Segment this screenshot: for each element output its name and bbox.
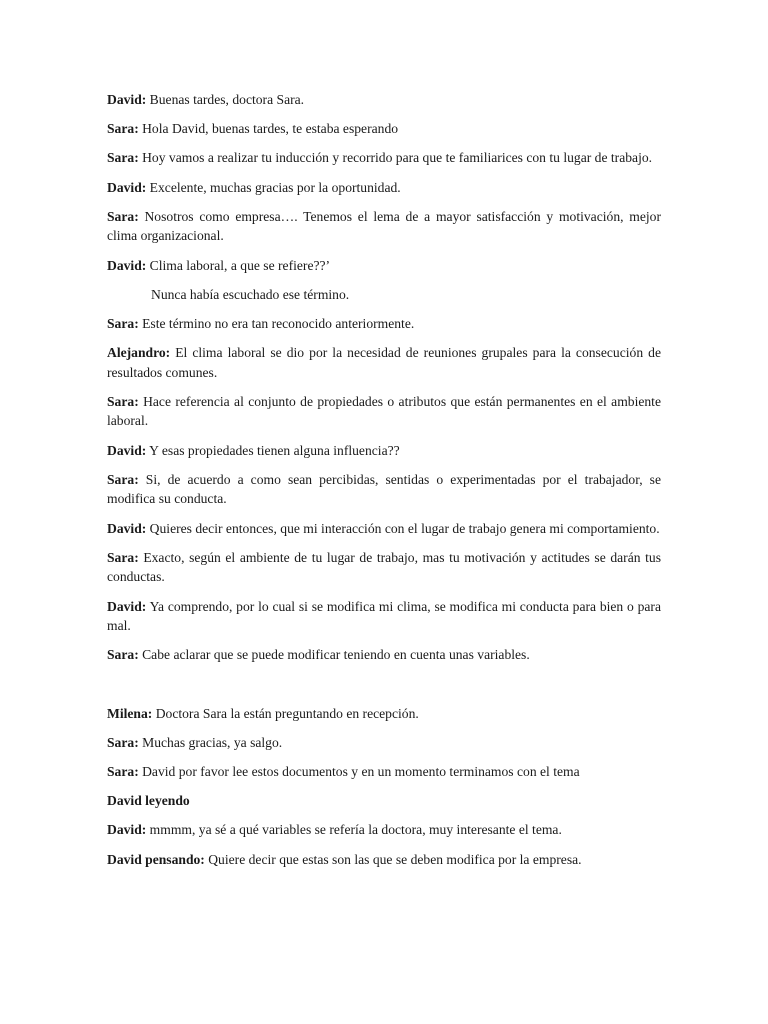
dialogue-text: Muchas gracias, ya salgo. (138, 734, 283, 750)
dialogue-line (107, 314, 661, 334)
dialogue-text: Exacto, según el ambiente de tu lugar de trabajo, mas tu motivación y actitudes se darán tus conductas. (107, 549, 661, 585)
dialogue-text: David por favor lee estos documentos y en un momento terminamos con el tema (138, 763, 580, 779)
speaker-name: David: (107, 257, 147, 273)
stage-direction (107, 791, 661, 811)
dialogue-text: Hoy vamos a realizar tu inducción y recorrido para que te familiarices con tu lugar de trabajo. (138, 150, 653, 166)
dialogue-text: Y esas propiedades tienen alguna influencia?? (146, 442, 400, 458)
speaker-name: David: (107, 520, 147, 536)
dialogue-continuation (107, 285, 661, 305)
dialogue-line (107, 148, 661, 168)
dialogue-text: Ya comprendo, por lo cual si se modifica mi clima, se modifica mi conducta para bien o para mal. (107, 598, 661, 634)
speaker-name: Sara: (107, 315, 139, 331)
speaker-name: David: (107, 179, 147, 195)
dialogue-text: Si, de acuerdo a como sean percibidas, sentidas o experimentadas por el trabajador, se modifica su conducta. (107, 471, 661, 507)
dialogue-line (107, 762, 661, 782)
dialogue-line (107, 850, 661, 870)
dialogue-line (107, 704, 661, 724)
paragraph-gap (107, 675, 661, 704)
speaker-name: Sara: (107, 150, 139, 166)
dialogue-line (107, 256, 661, 276)
dialogue-text: Clima laboral, a que se refiere??’ (146, 257, 331, 273)
dialogue-text: Cabe aclarar que se puede modificar teniendo en cuenta unas variables. (138, 647, 530, 663)
dialogue-text: Quieres decir entonces, que mi interacción con el lugar de trabajo genera mi comportamiento. (146, 520, 660, 536)
speaker-name: Sara: (107, 734, 139, 750)
dialogue-line (107, 820, 661, 840)
speaker-name: Sara: (107, 121, 139, 137)
speaker-name: Sara: (107, 647, 139, 663)
speaker-name: Alejandro: (107, 345, 171, 361)
dialogue-text: Hola David, buenas tardes, te estaba esperando (138, 121, 399, 137)
speaker-name: Milena: (107, 705, 153, 721)
dialogue-line (107, 733, 661, 753)
dialogue-line (107, 392, 661, 431)
dialogue-text: Este término no era tan reconocido anteriormente. (138, 315, 415, 331)
dialogue-line (107, 548, 661, 587)
dialogue-text: Nunca había escuchado ese término. (151, 286, 350, 302)
speaker-name: Sara: (107, 471, 139, 487)
dialogue-line (107, 207, 661, 246)
speaker-name: Sara: (107, 393, 139, 409)
speaker-name: David: (107, 822, 147, 838)
dialogue-line (107, 470, 661, 509)
dialogue-text: Nosotros como empresa…. Tenemos el lema de a mayor satisfacción y motivación, mejor clima organizacional. (107, 208, 661, 244)
speaker-name: David: (107, 598, 147, 614)
dialogue-text: Excelente, muchas gracias por la oportunidad. (146, 179, 401, 195)
speaker-name: Sara: (107, 549, 139, 565)
speaker-name: Sara: (107, 763, 139, 779)
dialogue-text: Quiere decir que estas son las que se deben modifica por la empresa. (204, 851, 582, 867)
dialogue-line (107, 597, 661, 636)
dialogue-text: Buenas tardes, doctora Sara. (146, 92, 305, 107)
dialogue-line (107, 441, 661, 461)
dialogue-line (107, 178, 661, 198)
dialogue-text: Hace referencia al conjunto de propiedades o atributos que están permanentes en el ambiente laboral. (107, 393, 661, 429)
dialogue-text: Doctora Sara la están preguntando en recepción. (152, 705, 419, 721)
dialogue-line (107, 119, 661, 139)
dialogue-line (107, 519, 661, 539)
speaker-name: David pensando: (107, 851, 205, 867)
speaker-name: David leyendo (107, 793, 190, 809)
dialogue-line (107, 645, 661, 665)
speaker-name: Sara: (107, 208, 139, 224)
dialogue-text: mmmm, ya sé a qué variables se refería la doctora, muy interesante el tema. (146, 822, 562, 838)
speaker-name: David: (107, 442, 147, 458)
dialogue-line (107, 343, 661, 382)
speaker-name: David: (107, 92, 147, 107)
dialogue-text: El clima laboral se dio por la necesidad de reuniones grupales para la consecución de resultados comunes. (107, 345, 661, 380)
dialogue-line (107, 90, 661, 110)
